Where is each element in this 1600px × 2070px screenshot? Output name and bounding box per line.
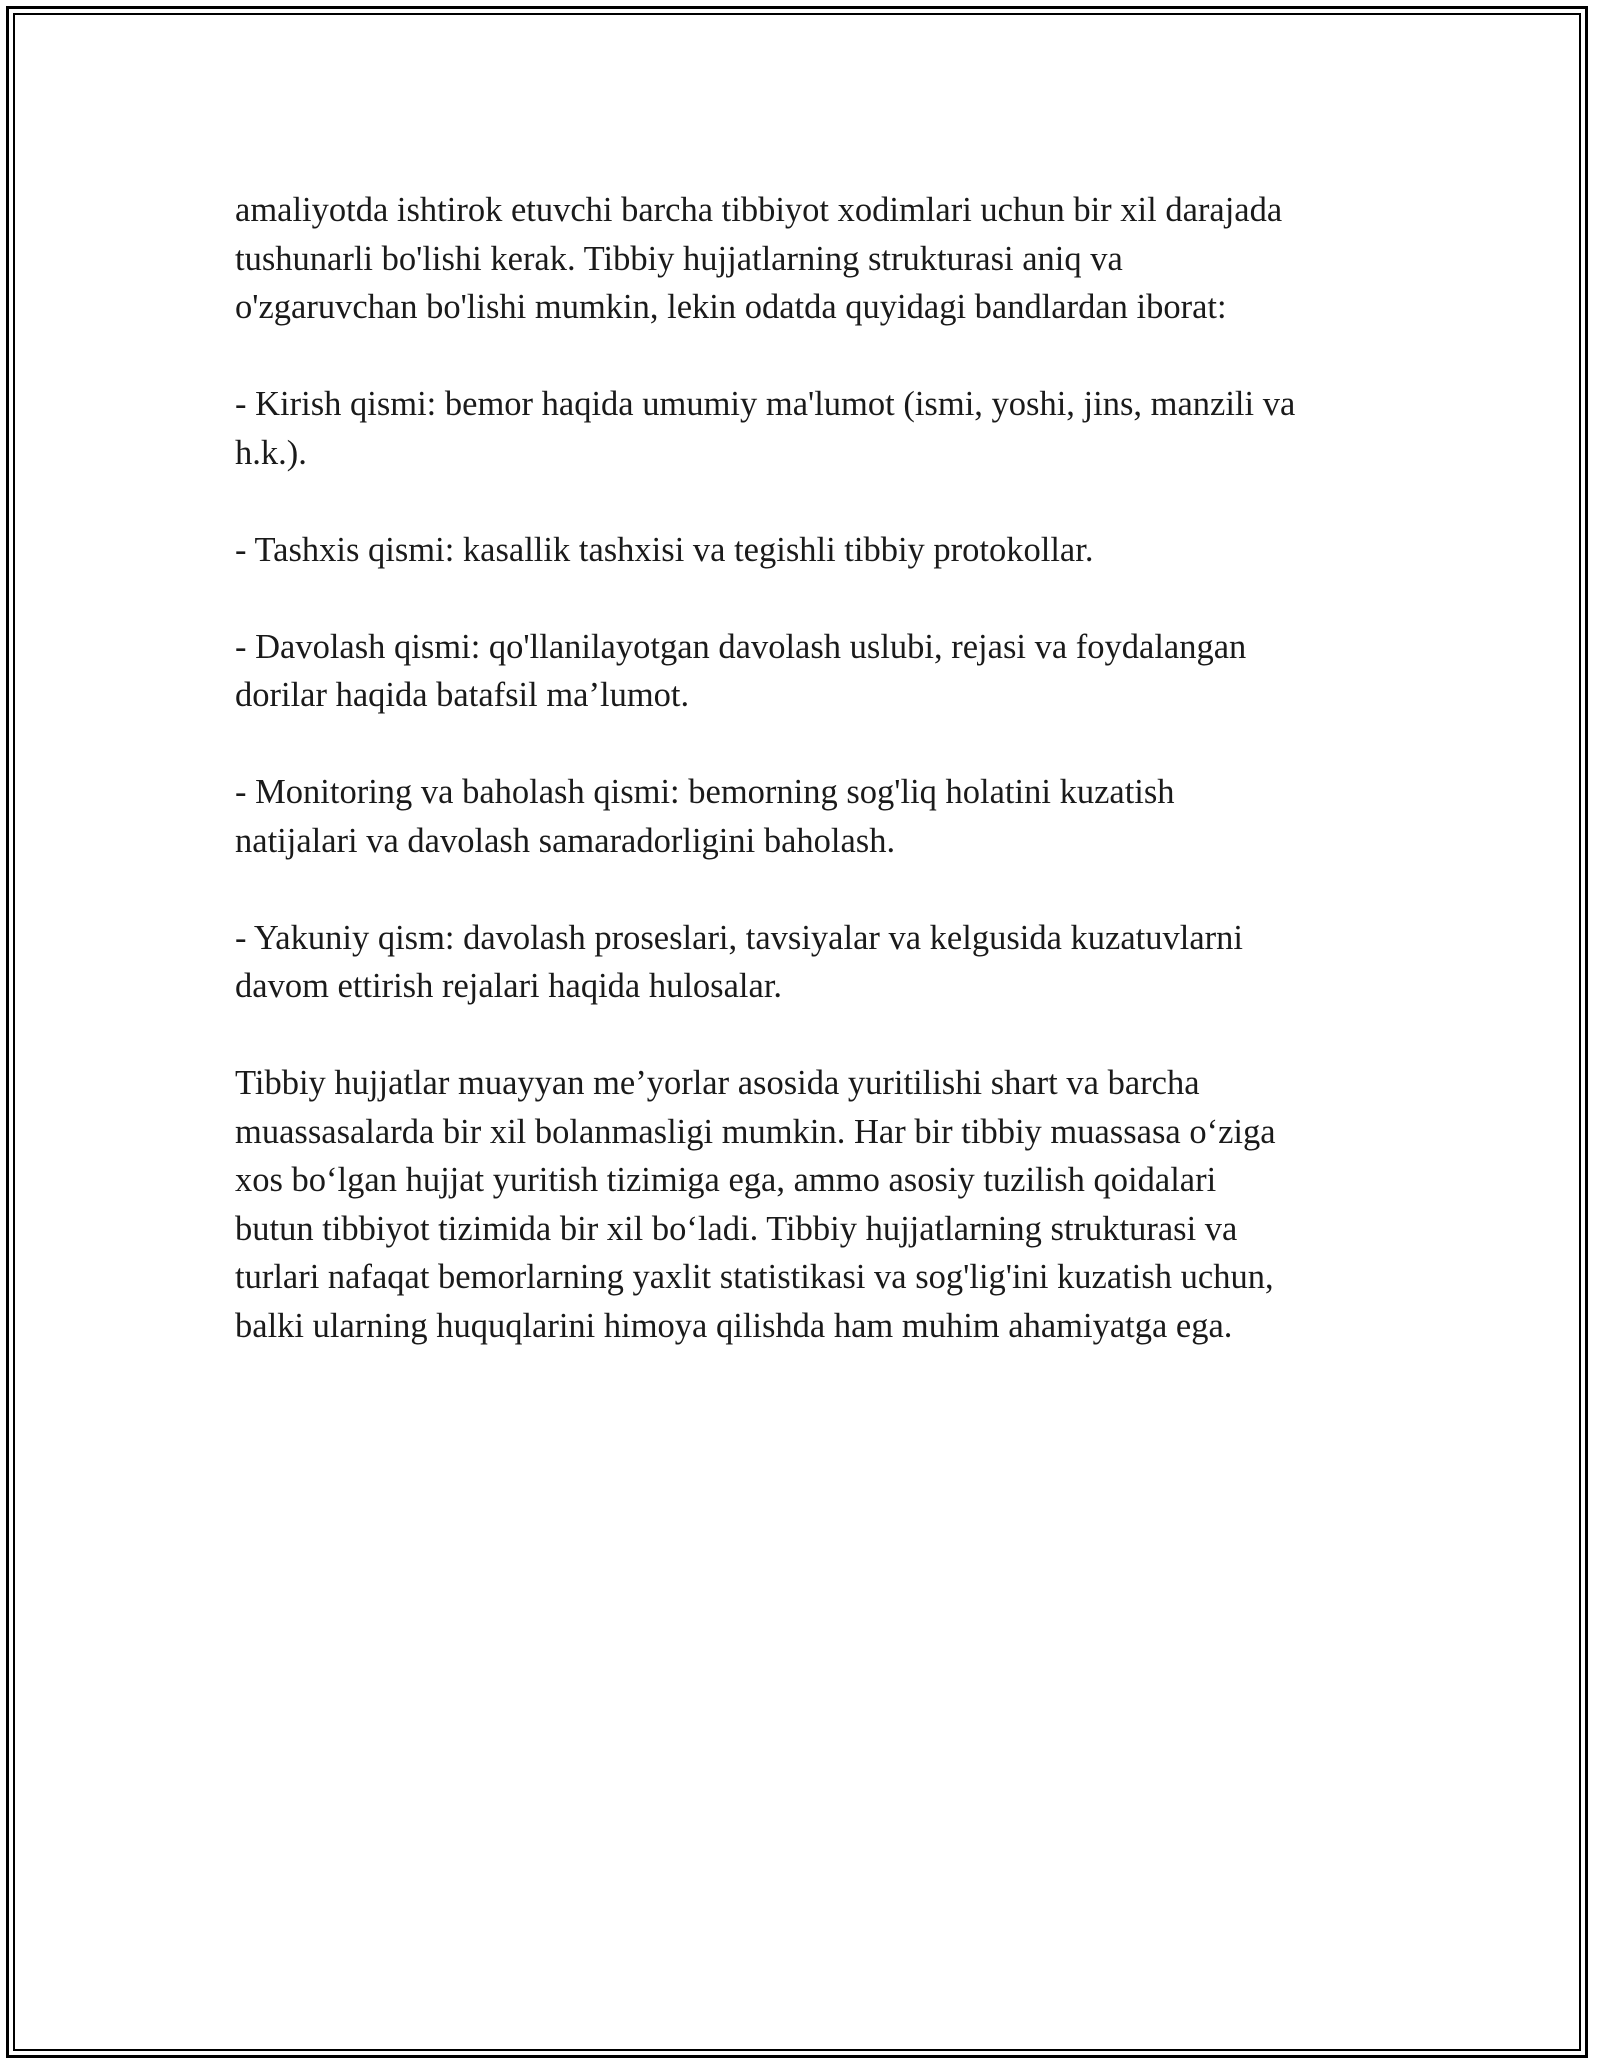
text-line: dorilar haqida batafsil ma’lumot.	[235, 676, 690, 714]
list-item-tashxis	[235, 526, 1365, 575]
text-line: o'zgaruvchan bo'lishi mumkin, lekin odatda quyidagi bandlardan iborat:	[235, 288, 1227, 326]
closing-paragraph	[235, 1059, 1365, 1350]
text-line: h.k.).	[235, 433, 307, 472]
text-line: butun tibbiyot tizimida bir xil bo‘ladi. Tibbiy hujjatlarning strukturasi va	[235, 1209, 1238, 1248]
text-line: xos bo‘lgan hujjat yuritish tizimiga ega, ammo asosiy tuzilish qoidalari	[235, 1161, 1217, 1199]
text-line: turlari nafaqat bemorlarning yaxlit statistikasi va sog'lig'ini kuzatish uchun,	[235, 1258, 1274, 1296]
intro-paragraph	[235, 186, 1365, 332]
text-line: natijalari va davolash samaradorligini baholash.	[235, 821, 896, 860]
text-line: Tibbiy hujjatlar muayyan me’yorlar asosida yuritilishi shart va barcha	[235, 1064, 1200, 1102]
text-line: - Kirish qismi: bemor haqida umumiy ma'lumot (ismi, yoshi, jins, manzili va	[235, 385, 1296, 423]
list-item-kirish	[235, 380, 1365, 477]
text-line: amaliyotda ishtirok etuvchi barcha tibbiyot xodimlari uchun bir xil darajada	[235, 191, 1283, 229]
text-line: - Tashxis qismi: kasallik tashxisi va tegishli tibbiy protokollar.	[235, 530, 1094, 569]
text-line: tushunarli bo'lishi kerak. Tibbiy hujjatlarning strukturasi aniq va	[235, 239, 1123, 278]
text-line: muassasalarda bir xil bolanmasligi mumkin. Har bir tibbiy muassasa o‘ziga	[235, 1112, 1276, 1151]
list-item-davolash	[235, 623, 1365, 720]
text-line: davom ettirish rejalari haqida hulosalar.	[235, 967, 783, 1005]
text-line: balki ularning huquqlarini himoya qilishda ham muhim ahamiyatga ega.	[235, 1306, 1233, 1345]
text-line: - Davolash qismi: qo'llanilayotgan davolash uslubi, rejasi va foydalangan	[235, 627, 1247, 666]
list-item-yakuniy	[235, 914, 1365, 1011]
document-body	[235, 186, 1365, 1399]
text-line: - Monitoring va baholash qismi: bemorning sog'liq holatini kuzatish	[235, 773, 1175, 811]
list-item-monitoring	[235, 768, 1365, 865]
text-line: - Yakuniy qism: davolash proseslari, tavsiyalar va kelgusida kuzatuvlarni	[235, 918, 1243, 957]
